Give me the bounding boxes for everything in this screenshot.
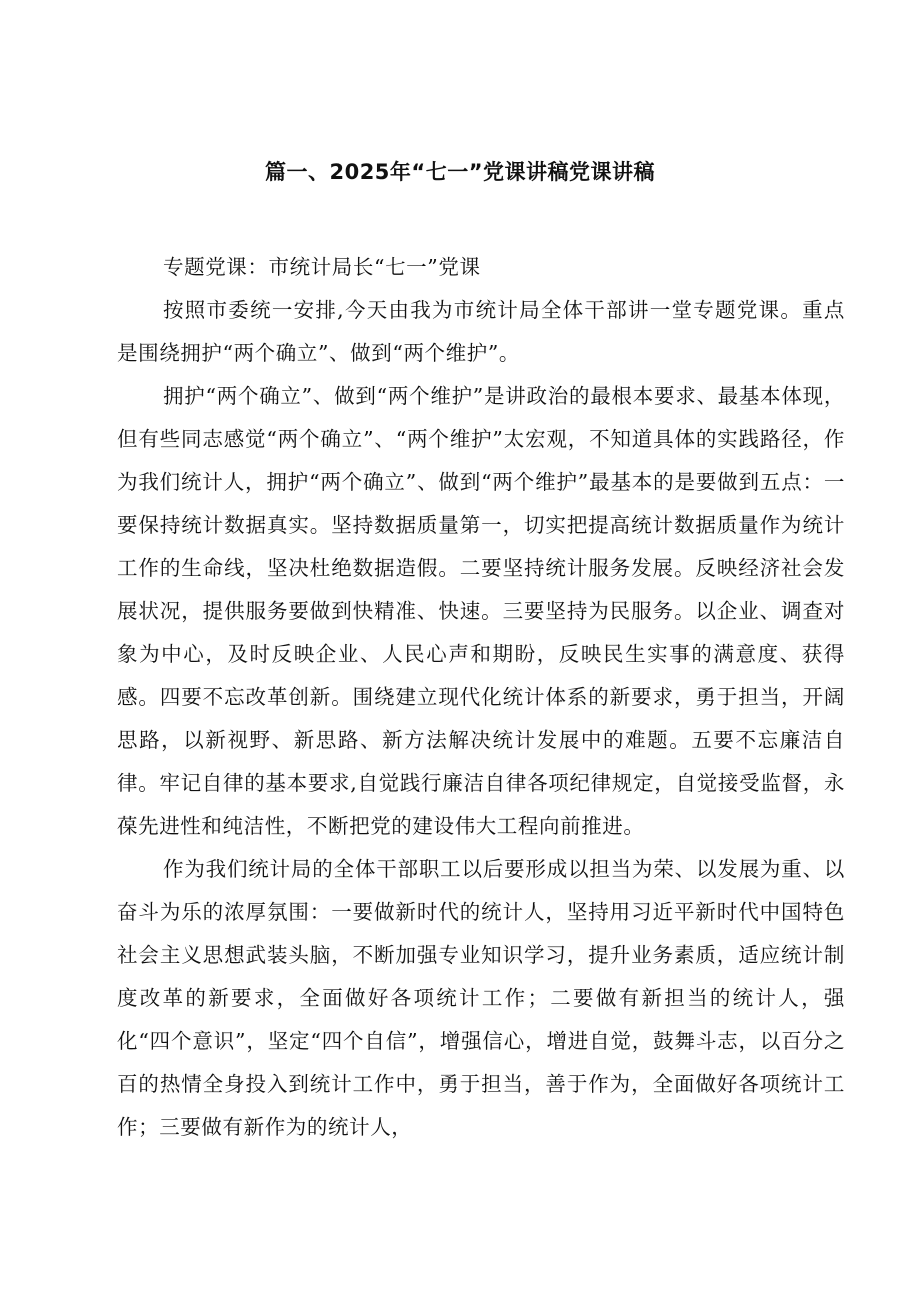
- paragraph-intro: 按照市委统一安排,今天由我为市统计局全体干部讲一堂专题党课。重点是围绕拥护“两个确立”、做到“两个维护”。: [117, 298, 845, 365]
- document-title: 篇一、2025年“七一”党课讲稿党课讲稿: [264, 160, 656, 184]
- paragraph-subtitle: 专题党课：市统计局长“七一”党课: [163, 255, 481, 279]
- document-body: [117, 246, 845, 1149]
- paragraph-five-points: 拥护“两个确立”、做到“两个维护”是讲政治的最根本要求、最基本体现，但有些同志感觉“两个确立”、“两个维护”太宏观，不知道具体的实践路径，作为我们统计人，拥护“两个确立”、做到“两个维护”最基本的是要做到五点：一要保持统计数据真实。坚持数据质量第一，切实把提高统计数据质量作为统计工作的生命线，坚决杜绝数据造假。二要坚持统计服务发展。反映经济社会发展状况，提供服务要做到快精准、快速。三要坚持为民服务。以企业、调查对象为中心，及时反映企业、人民心声和期盼，反映民生实事的满意度、获得感。四要不忘改革创新。围绕建立现代化统计体系的新要求，勇于担当，开阔思路，以新视野、新思路、新方法解决统计发展中的难题。五要不忘廉洁自律。牢记自律的基本要求,自觉践行廉洁自律各项纪律规定，自觉接受监督，永葆先进性和纯洁性，不断把党的建设伟大工程向前推进。: [117, 384, 845, 838]
- paragraph-staff-requirements: 作为我们统计局的全体干部职工以后要形成以担当为荣、以发展为重、以奋斗为乐的浓厚氛围：一要做新时代的统计人，坚持用习近平新时代中国特色社会主义思想武装头脑，不断加强专业知识学习，提升业务素质，适应统计制度改革的新要求，全面做好各项统计工作；二要做有新担当的统计人，强化“四个意识”，坚定“四个自信”，增强信心，增进自觉，鼓舞斗志，以百分之百的热情全身投入到统计工作中，勇于担当，善于作为，全面做好各项统计工作；三要做有新作为的统计人，: [117, 857, 845, 1139]
